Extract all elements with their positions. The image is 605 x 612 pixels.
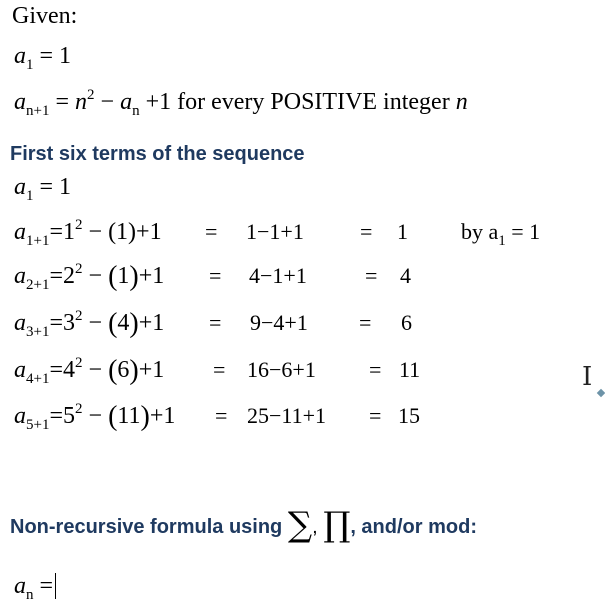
row-eq: = [49,357,64,383]
row-plus: +1 [138,357,165,383]
term-first-eq: = [39,174,54,200]
row-eq-3: = [369,403,382,428]
row-exp: 2 [75,401,83,417]
term-row: $a_{3+1}=3^2 - (4)+1$ [14,308,165,340]
row-result: 4 [400,263,411,288]
base-sub: 1 [26,57,34,73]
answer-lhs: a [14,573,26,599]
answer-eq: = [39,573,54,599]
row-eq-3: = [369,357,382,382]
row-minus: − [88,219,103,245]
text-cursor-ibeam-icon: I [582,362,593,392]
row-expand: 25−11+1 [247,403,326,428]
answer-sub: n [26,587,34,603]
row-prev: 1 [117,263,130,289]
row-sub: 4+1 [26,371,50,387]
row-minus: − [88,357,103,383]
row-result: 11 [399,357,421,382]
row-lhs: a [14,310,26,336]
term-first [14,173,72,204]
recur-a-sub: n [132,103,140,119]
term-first-sub: 1 [26,188,34,204]
recur-plus-one: +1 [145,89,172,115]
row-base: 3 [63,310,76,336]
section-heading-terms: First six terms of the sequence [10,143,305,165]
row-expand: 4−1+1 [249,263,307,288]
given-label: Given: [12,3,78,29]
recur-lhs-sub: n+1 [26,103,50,119]
row-exp: 2 [75,308,83,324]
sum-symbol-icon: ∑ [287,505,313,545]
definition-recurrence [14,87,468,119]
row-sub: 2+1 [26,277,50,293]
row-eq-2: = [209,310,222,335]
term-row: $a_{4+1}=4^2 - (6)+1$ [14,355,165,387]
row-lhs: a [14,403,26,429]
row-lhs: a [14,219,26,245]
row-eq: = [49,219,64,245]
row-eq: = [49,310,64,336]
recur-a: a [120,89,133,115]
row-prev: 4 [117,310,130,336]
row-result: 6 [401,310,412,335]
product-symbol-icon: ∏ [323,505,351,545]
row-sub: 1+1 [26,233,50,249]
row-eq-2: = [205,219,218,244]
term-row: $a_{2+1}=2^2 - (1)+1$ [14,261,165,293]
base-lhs: a [14,43,26,69]
row-plus: +1 [136,219,162,245]
row-note-text: by a [461,219,499,244]
row-prev: (1) [108,219,137,245]
row-exp: 2 [75,261,83,277]
row-result: 1 [397,219,408,244]
formula-heading-text: Non-recursive formula using [10,516,283,538]
recur-eq: = [55,89,70,115]
recur-var: n [455,89,468,115]
row-sub: 5+1 [26,417,50,433]
row-base: 4 [63,357,76,383]
definition-base-case [14,42,72,73]
row-eq-2: = [215,403,228,428]
section-heading-formula [10,505,477,545]
row-plus: +1 [149,403,176,429]
row-expand: 1−1+1 [246,219,304,244]
row-prev: 11 [117,403,141,429]
answer-line[interactable] [14,572,56,603]
row-expand: 9−4+1 [250,310,308,335]
row-eq: = [49,403,64,429]
text-insertion-caret[interactable] [55,573,56,599]
base-rhs: 1 [59,43,72,69]
formula-heading-comma: , [312,516,318,538]
formula-heading-end: , and/or mod: [350,516,477,538]
row-lhs: a [14,263,26,289]
recur-n: n [75,89,88,115]
row-exp: 2 [75,217,83,233]
row-eq-2: = [209,263,222,288]
row-eq: = [49,263,64,289]
row-prev: 6 [117,357,130,383]
row-exp: 2 [75,355,83,371]
term-row [14,217,162,249]
row-minus: − [88,310,103,336]
row-note-sub: 1 [498,233,506,249]
row-eq-3: = [359,310,372,335]
row-minus: − [88,403,103,429]
base-eq: = [39,43,54,69]
row-plus: +1 [138,263,165,289]
row-base: 1 [63,219,76,245]
term-row: $a_{5+1}=5^2 - (11)+1$ [14,401,176,433]
term-first-lhs: a [14,174,26,200]
row-minus: − [88,263,103,289]
row-plus: +1 [138,310,165,336]
row-note-rhs: = 1 [511,219,541,244]
row-eq-3: = [360,219,373,244]
row-eq-2: = [213,357,226,382]
row-eq-3: = [365,263,378,288]
term-first-rhs: 1 [59,174,72,200]
row-expand: 16−6+1 [247,357,316,382]
recur-pow: 2 [87,87,95,103]
recur-minus: − [100,89,115,115]
row-result: 15 [398,403,420,428]
row-note [461,218,541,249]
cursor-marker-icon [597,389,605,397]
row-sub: 3+1 [26,324,50,340]
row-base: 5 [63,403,76,429]
recur-text: for every POSITIVE integer [177,89,450,115]
recur-lhs: a [14,89,26,115]
row-lhs: a [14,357,26,383]
row-base: 2 [63,263,76,289]
